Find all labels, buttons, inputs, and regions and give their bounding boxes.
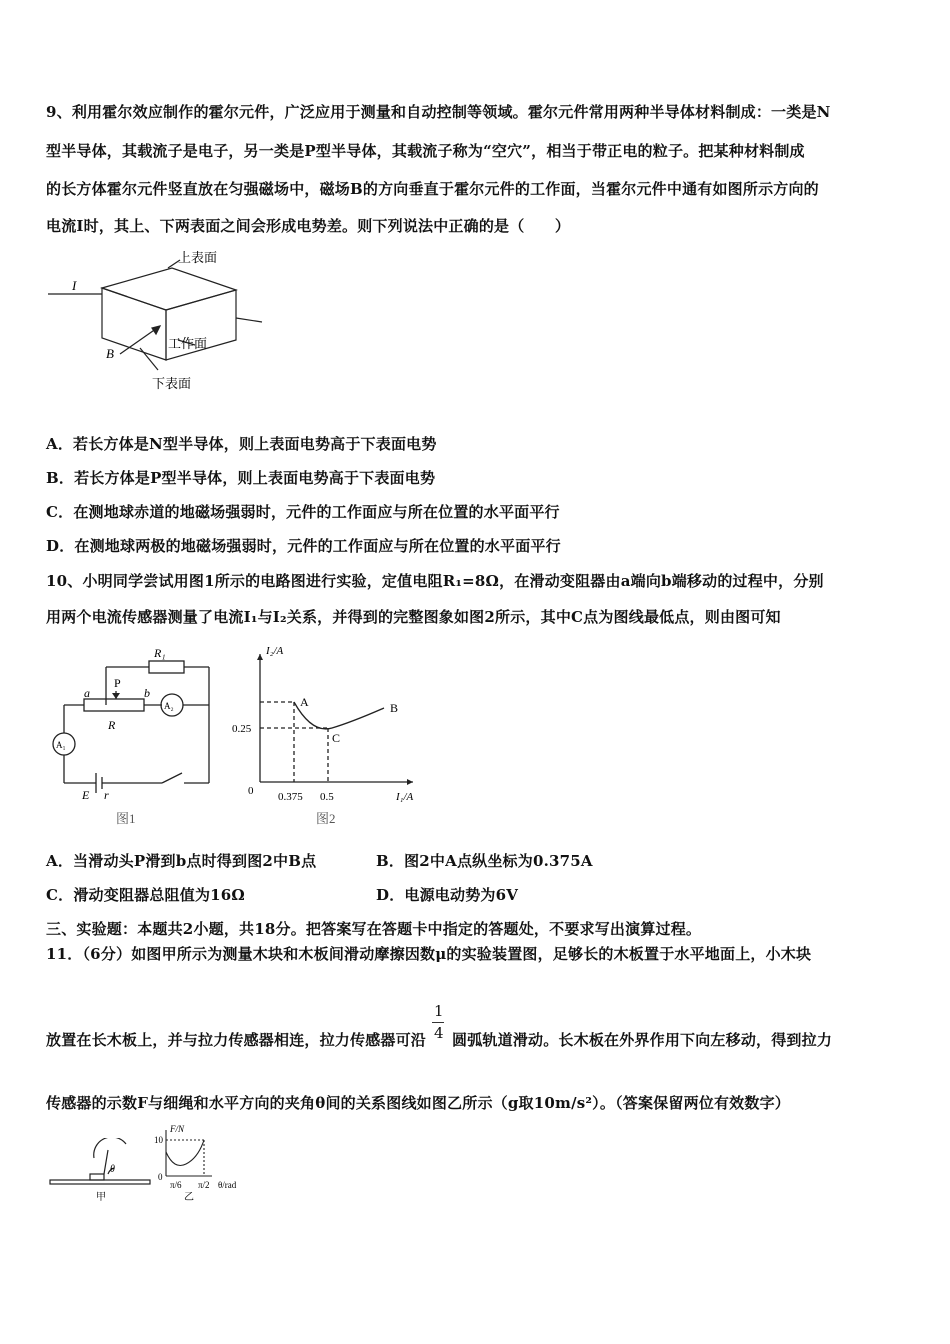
label-current: I (72, 278, 77, 293)
q11-line-1: 11．（6分）如图甲所示为测量木块和木板间滑动摩擦因数μ的实验装置图，足够长的木板置于水平地面上，小木块 (46, 945, 812, 963)
x-tick-0375: 0.375 (278, 791, 303, 803)
x-axis-label: I₁/A (396, 791, 414, 803)
string (104, 1150, 108, 1174)
label-r: R (108, 718, 116, 732)
fraction-denominator: 4 (434, 1024, 444, 1042)
q9-option-d: D．在测地球两极的地磁场强弱时，元件的工作面应与所在位置的水平面平行 (46, 537, 561, 555)
label-r-internal: r (104, 788, 109, 802)
graph-figure-yi (152, 1124, 252, 1208)
label-bottom-surface: 下表面 (152, 376, 192, 391)
hall-element-figure (40, 248, 280, 398)
label-a1: A₁ (56, 740, 66, 750)
origin-label: 0 (248, 785, 254, 797)
switch (162, 773, 182, 783)
box-top-face (102, 268, 236, 310)
q9-option-c: C．在测地球赤道的地磁场强弱时，元件的工作面应与所在位置的水平面平行 (46, 503, 560, 521)
label-p: P (114, 676, 121, 690)
label-b: b (144, 686, 150, 700)
q11-line-2-pre: 放置在长木板上，并与拉力传感器相连，拉力传感器可沿 (46, 1031, 427, 1049)
yi-y-label: F/N (170, 1124, 185, 1134)
caption-figure-2: 图2 (316, 811, 336, 826)
point-b-label: B (390, 701, 399, 715)
yi-x-tick-pi6: π/6 (170, 1180, 182, 1190)
label-a2: A₂ (164, 701, 174, 711)
apparatus-figure-jia (46, 1138, 156, 1206)
q10-line-2: 用两个电流传感器测量了电流I₁与I₂关系，并得到的完整图象如图2所示，其中C点为图线最低点，则由图可知 (46, 608, 781, 626)
yi-y-tick: 10 (154, 1135, 163, 1145)
rheostat-r (84, 699, 144, 711)
q10-option-b: B．图2中A点纵坐标为0.375A (376, 852, 593, 870)
yi-x-label: θ/rad (218, 1180, 237, 1190)
circuit-figure-1 (44, 645, 224, 830)
resistor-r1 (149, 661, 184, 673)
quarter-fraction (426, 1002, 452, 1045)
yi-x-tick-pi2: π/2 (198, 1180, 210, 1190)
q10-line-1: 10、小明同学尝试用图1所示的电路图进行实验，定值电阻R₁=8Ω，在滑动变阻器由a端向b端移动的过程中，分别 (46, 572, 824, 590)
label-field: B (106, 346, 114, 361)
arc-track (94, 1138, 126, 1158)
label-top-surface: 上表面 (178, 250, 218, 265)
q11-line-3: 传感器的示数F与细绳和水平方向的夹角θ间的关系图线如图乙所示（g取10m/s²）。（答案保留两位有效数字） (46, 1094, 790, 1112)
y-axis-label: I₂/A (266, 645, 284, 657)
q9-line-2: 型半导体，其载流子是电子，另一类是P型半导体，其载流子称为“空穴”，相当于带正电的粒子。把某种材料制成 (46, 142, 805, 160)
q9-line-4: 电流I时，其上、下两表面之间会形成电势差。则下列说法中正确的是（ ） (46, 217, 571, 235)
q9-option-b: B．若长方体是P型半导体，则上表面电势高于下表面电势 (46, 469, 436, 487)
q11-line-2 (46, 1002, 833, 1050)
caption-yi: 乙 (184, 1192, 194, 1203)
current-wire-right (236, 318, 262, 322)
y-tick-label: 0.25 (232, 723, 252, 735)
caption-jia: 甲 (96, 1192, 106, 1203)
arrow-head (152, 326, 160, 334)
caption-figure-1: 图1 (116, 811, 136, 826)
yi-origin: 0 (158, 1172, 163, 1182)
q10-option-c: C．滑动变阻器总阻值为16Ω (46, 886, 245, 904)
label-r1: R₁ (154, 646, 166, 660)
graph-figure-2 (228, 640, 428, 830)
q9-line-3: 的长方体霍尔元件竖直放在匀强磁场中，磁场B的方向垂直于霍尔元件的工作面，当霍尔元件中通有如图所示方向的 (46, 180, 819, 198)
q9-line-1: 9、利用霍尔效应制作的霍尔元件，广泛应用于测量和自动控制等领域。霍尔元件常用两种半导体材料制成：一类是N (46, 103, 831, 121)
fraction-numerator: 1 (434, 1002, 444, 1020)
point-a-label: A (300, 695, 309, 709)
x-tick-05: 0.5 (320, 791, 334, 803)
point-c-label: C (332, 731, 341, 745)
q10-option-a: A．当滑动头P滑到b点时得到图2中B点 (46, 852, 317, 870)
theta-label: θ (110, 1164, 115, 1175)
q9-option-a: A．若长方体是N型半导体，则上表面电势高于下表面电势 (46, 435, 437, 453)
q11-line-2-post: 圆弧轨道滑动。长木板在外界作用下向左移动，得到拉力 (452, 1031, 833, 1049)
q10-option-d: D．电源电动势为6V (376, 886, 519, 904)
section-3-heading: 三、实验题：本题共2小题，共18分。把答案写在答题卡中指定的答题处，不要求写出演算过程。 (46, 920, 702, 938)
fraction-bar (432, 1022, 444, 1023)
yi-curve (166, 1140, 204, 1166)
label-e: E (82, 788, 90, 802)
wood-block (90, 1174, 104, 1180)
label-a: a (84, 686, 90, 700)
label-work-surface: 工作面 (168, 336, 208, 351)
